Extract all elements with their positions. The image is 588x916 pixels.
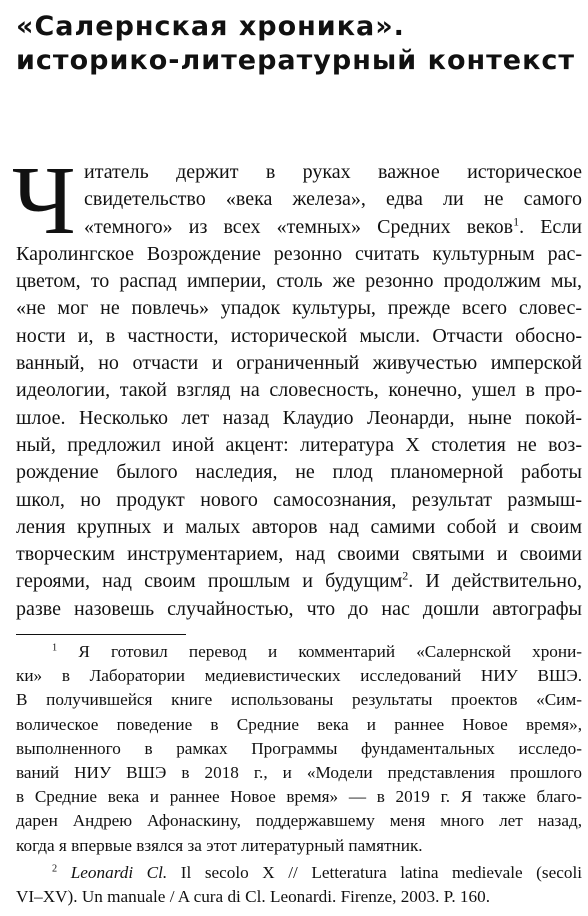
body-line-text: . И действительно,: [408, 570, 583, 593]
body-line-text: «темного» из всех «темных» Средних веков: [84, 215, 514, 238]
footnote-author: Leonardi Cl.: [70, 862, 168, 882]
body-line: цветом, то распад империи, столь же резонно продолжим мы,: [16, 270, 582, 293]
body-line: разве назовешь случайностью, что до нас дошли автографы: [16, 597, 582, 620]
footnote-1-line: выполненного в рамках Программы фундаментальных исследо-: [16, 738, 582, 758]
body-line: творческим инструментарием, над своими святыми и своими: [16, 543, 582, 566]
body-line: Каролингское Возрождение резонно считать культурным рас-: [16, 242, 582, 265]
body-line-text: . Если: [519, 215, 582, 238]
body-line: [16, 214, 582, 241]
body-line: ванный, но отчасти и ограниченный живучестью имперской: [16, 352, 582, 375]
footnote-1-line: ки» в Лаборатории медиевистических исследований НИУ ВШЭ.: [16, 666, 582, 686]
body-line: идеологии, такой взгляд на словесность, конечно, ушел в про-: [16, 379, 582, 402]
body-line: ности и, в частности, исторической мысли. Отчасти обосно-: [16, 324, 582, 347]
footnote-1-line: в Средние века и раннее Новое время» — в 2019 г. Я также благо-: [16, 787, 582, 807]
footnote-1-line: когда я впервые взялся за этот литературный памятник.: [16, 835, 423, 855]
footnote-2-line: [16, 861, 582, 885]
footnote-number: 1: [52, 642, 58, 654]
body-line: [16, 568, 582, 595]
footnote-1-line: [16, 640, 582, 664]
body-line: рождение былого наследия, не плод планомерной работы: [16, 461, 582, 484]
footnote-text: Il secolo X // Letteratura latina medievale (secoli: [180, 862, 582, 882]
footnote-text: Я готовил перевод и комментарий «Салернской хрони-: [78, 642, 583, 661]
chapter-title-line-2: историко-литературный контекст: [16, 45, 576, 76]
chapter-title-line-1: «Салернская хроника».: [16, 11, 405, 42]
footnote-1-line: ваний НИУ ВШЭ в 2018 г., и «Модели представления прошлого: [16, 762, 582, 782]
footnotes: [16, 640, 582, 909]
footnote-1-line: волическое поведение в Средние века и раннее Новое время»,: [16, 714, 582, 734]
body-line: итатель держит в руках важное историческое: [84, 161, 582, 183]
footnote-separator: [16, 634, 186, 635]
body-line: свидетельство «века железа», едва ли не самого: [84, 188, 582, 211]
body-line-text: героями, над своим прошлым и будущим: [16, 570, 403, 593]
drop-cap: Ч: [12, 147, 76, 255]
footnote-ref: 1: [513, 213, 520, 228]
body-text: [16, 159, 582, 623]
body-line: ления крупных и малых авторов над самими собой и своим: [16, 515, 582, 538]
book-page: [12, 0, 583, 916]
body-line: «не мог не повлечь» упадок культуры, прежде всего словес-: [16, 297, 582, 320]
footnote-1-line: В получившейся книге использованы результаты проектов «Сим-: [16, 690, 582, 710]
footnote-2-line: VI–XV). Un manuale / A cura di Cl. Leonardi. Firenze, 2003. P. 160.: [16, 886, 490, 906]
footnote-1-line: дарен Андрею Афонаскину, поддержавшему меня много лет назад,: [16, 811, 582, 831]
footnote-ref: 2: [402, 568, 409, 583]
body-line: ный, предложил иной акцент: литература X столетия не воз-: [16, 433, 582, 456]
chapter-title: [16, 10, 576, 78]
body-line: шлое. Несколько лет назад Клаудио Леонарди, ныне покой-: [16, 406, 582, 429]
footnote-number: 2: [52, 862, 58, 874]
body-line: школ, но продукт нового самосознания, результат размыш-: [16, 488, 582, 511]
